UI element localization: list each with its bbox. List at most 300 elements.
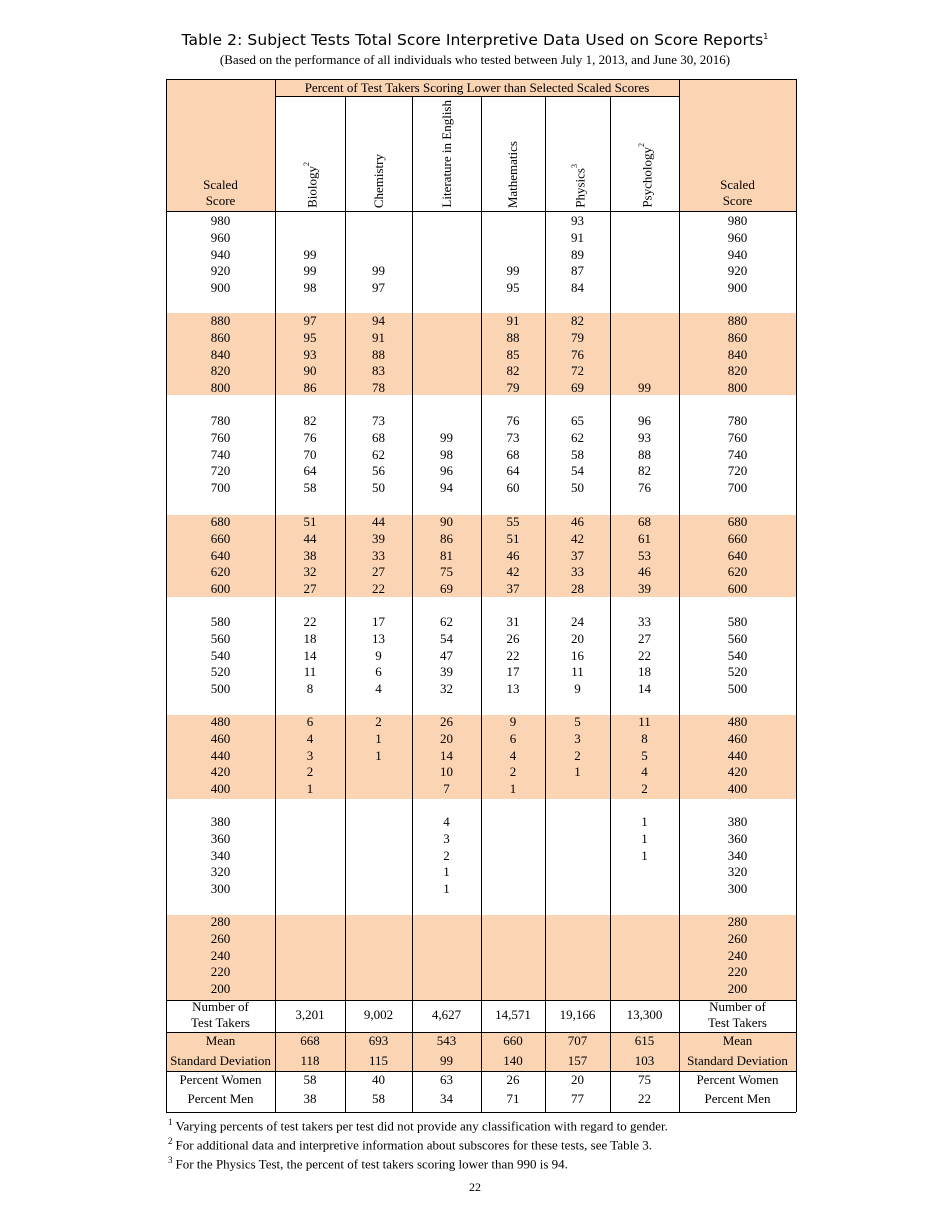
percentile-value: 98: [440, 446, 453, 462]
column-rule: [610, 96, 611, 1112]
percentile-value: 3: [306, 747, 314, 763]
percentile-value: 32: [440, 681, 453, 696]
percentile-value: 79: [571, 329, 584, 345]
percentile-value: 9: [509, 714, 517, 729]
percentile-value: 95: [303, 329, 317, 345]
scaled-score-header-left: Scaled: [203, 177, 238, 192]
scaled-score: 280: [210, 914, 231, 929]
percentile-value: 69: [571, 380, 584, 395]
subject-header-literature-in-english: Literature in English: [438, 100, 454, 208]
percentile-value: 4: [375, 681, 382, 696]
percentile-value: 79: [506, 380, 520, 395]
scaled-score: 200: [727, 981, 748, 996]
sd-value: 157: [567, 1053, 588, 1068]
footnote: $^3$ For the Physics Test, the percent of test takers scoring lower than 990 is 94.: [168, 1155, 568, 1172]
scaled-score: 880: [210, 313, 231, 328]
test-takers-label: Test Takers: [191, 1015, 250, 1030]
percentile-value: 37: [506, 581, 520, 596]
percentile-value: 38: [303, 547, 317, 563]
scaled-score: 340: [727, 847, 748, 863]
scaled-score: 360: [727, 830, 748, 846]
percentile-value: 8: [641, 730, 648, 746]
percentile-value: 1: [641, 847, 648, 863]
gender-label: Percent Women: [179, 1072, 262, 1087]
scaled-score: 400: [727, 781, 748, 796]
scaled-score: 780: [210, 413, 231, 428]
percentile-value: 99: [303, 246, 317, 262]
percentile-value: 85: [506, 346, 520, 362]
subject-header-chemistry: Chemistry: [370, 153, 386, 208]
mean-sd-label: Mean: [722, 1033, 753, 1048]
subject-header-physics: Physics$^3$: [569, 164, 587, 208]
percentile-value: 62: [440, 614, 453, 629]
scaled-score: 840: [727, 346, 748, 362]
percentile-value: 55: [506, 514, 520, 529]
percentile-value: 22: [638, 647, 651, 663]
percent-men-value: 38: [303, 1091, 317, 1106]
percentile-value: 89: [571, 246, 584, 262]
percentile-value: 93: [571, 213, 584, 228]
percentile-value: 62: [372, 446, 385, 462]
percentile-value: 44: [303, 530, 317, 546]
percentile-value: 20: [571, 630, 584, 646]
percentile-value: 2: [443, 847, 450, 863]
percentile-value: 93: [638, 429, 651, 445]
percentile-value: 51: [506, 530, 520, 546]
percentile-value: 20: [440, 730, 453, 746]
mean-sd-label: Standard Deviation: [687, 1053, 788, 1068]
scaled-score-header-right: Scaled: [720, 177, 755, 192]
mean-sd-label: Mean: [205, 1033, 236, 1048]
percent-women-value: 20: [571, 1072, 584, 1087]
scaled-score: 320: [727, 864, 748, 880]
gender-label: Percent Men: [704, 1091, 771, 1106]
subject-header-biology: Biology$^2$: [302, 162, 320, 208]
scaled-score: 900: [727, 280, 748, 295]
page-number: 22: [469, 1180, 481, 1194]
scaled-score: 560: [727, 630, 748, 646]
percentile-value: 69: [440, 581, 453, 596]
percentile-value: 54: [440, 630, 453, 646]
percentile-value: 82: [571, 313, 584, 328]
scaled-score-header-left: Score: [205, 193, 236, 208]
percentile-value: 86: [440, 530, 453, 546]
scaled-score: 920: [727, 263, 748, 279]
percentile-value: 27: [303, 581, 317, 596]
percentile-value: 11: [571, 664, 584, 680]
percentile-value: 75: [440, 564, 453, 580]
scaled-score: 720: [727, 463, 748, 479]
scaled-score: 760: [210, 429, 231, 445]
scaled-score: 400: [210, 781, 231, 796]
percentile-value: 97: [372, 280, 385, 295]
footnote: $^1$ Varying percents of test takers per test did not provide any classification with regard to gender.: [168, 1117, 668, 1134]
percent-men-value: 58: [372, 1091, 385, 1106]
percentile-value: 2: [306, 764, 314, 780]
percentile-value: 6: [509, 730, 517, 746]
percentile-value: 70: [303, 446, 317, 462]
percentile-value: 2: [375, 714, 382, 729]
percentile-value: 33: [638, 614, 651, 629]
test-takers-label: Test Takers: [708, 1015, 767, 1030]
test-takers-value: 3,201: [295, 1007, 325, 1022]
scaled-score: 440: [210, 747, 231, 763]
percentile-value: 58: [571, 446, 584, 462]
percent-women-value: 63: [440, 1072, 453, 1087]
percentile-value: 2: [641, 781, 648, 796]
percentile-value: 46: [571, 514, 584, 529]
scaled-score: 640: [210, 547, 231, 563]
test-takers-value: 14,571: [495, 1007, 531, 1022]
percentile-value: 88: [638, 446, 651, 462]
scaled-score: 720: [210, 463, 231, 479]
percentile-value: 4: [641, 764, 648, 780]
percentile-value: 76: [638, 480, 651, 495]
scaled-score: 860: [727, 329, 748, 345]
scaled-score: 260: [727, 930, 748, 946]
span-header: Percent of Test Takers Scoring Lower than Selected Scaled Scores: [304, 80, 650, 95]
percentile-value: 95: [506, 280, 520, 295]
percentile-value: 68: [638, 514, 651, 529]
percentile-value: 76: [571, 346, 584, 362]
scaled-score: 220: [210, 964, 231, 980]
percentile-value: 1: [443, 864, 450, 880]
scaled-score: 240: [210, 947, 231, 963]
percentile-value: 42: [506, 564, 520, 580]
scaled-score: 500: [727, 681, 748, 696]
percentile-value: 96: [638, 413, 651, 428]
sd-value: 103: [634, 1053, 655, 1068]
scaled-score: 600: [727, 581, 748, 596]
scaled-score: 480: [727, 714, 748, 729]
percentile-value: 99: [303, 263, 317, 279]
mean-value: 668: [300, 1033, 320, 1048]
percentile-value: 5: [641, 747, 648, 763]
percentile-value: 94: [440, 480, 453, 495]
column-rule: [412, 96, 413, 1112]
percentile-value: 76: [303, 429, 317, 445]
scaled-score: 940: [210, 246, 231, 262]
scaled-score: 780: [727, 413, 748, 428]
scaled-score: 680: [210, 514, 231, 529]
percentile-value: 64: [303, 463, 317, 479]
percentile-value: 81: [440, 547, 453, 563]
percentile-value: 1: [509, 781, 517, 796]
percentile-value: 11: [638, 714, 651, 729]
percent-women-value: 40: [372, 1072, 385, 1087]
gender-label: Percent Men: [187, 1091, 254, 1106]
percentile-value: 58: [303, 480, 317, 495]
rule-span-header: [275, 96, 679, 97]
percentile-value: 50: [571, 480, 584, 495]
scaled-score: 260: [210, 930, 231, 946]
test-takers-value: 19,166: [559, 1007, 596, 1022]
percentile-value: 6: [375, 664, 382, 680]
scaled-score-header-right: Score: [722, 193, 753, 208]
scaled-score: 200: [210, 981, 231, 996]
test-takers-label: Number of: [192, 999, 249, 1014]
percentile-value: 8: [306, 681, 314, 696]
percentile-value: 5: [574, 714, 581, 729]
percentile-value: 62: [571, 429, 584, 445]
percentile-value: 73: [372, 413, 385, 428]
percentile-value: 9: [375, 647, 382, 663]
test-takers-label: Number of: [709, 999, 766, 1014]
percentile-value: 28: [571, 581, 584, 596]
percentile-value: 44: [372, 514, 385, 529]
percentile-value: 78: [372, 380, 385, 395]
percent-women-value: 26: [506, 1072, 520, 1087]
percentile-value: 94: [372, 313, 385, 328]
score-table: [166, 79, 796, 1112]
scaled-score: 800: [210, 380, 231, 395]
percentile-value: 1: [375, 747, 382, 763]
scaled-score: 980: [210, 213, 231, 228]
mean-sd-label: Standard Deviation: [170, 1053, 271, 1068]
scaled-score: 420: [210, 764, 231, 780]
footnote: $^2$ For additional data and interpretive information about subscores for these tests, see Table 3.: [168, 1136, 652, 1153]
scaled-score: 380: [210, 814, 231, 829]
percentile-value: 51: [303, 514, 317, 529]
percentile-value: 39: [440, 664, 453, 680]
scaled-score: 660: [210, 530, 231, 546]
scaled-score: 740: [210, 446, 231, 462]
percentile-value: 1: [641, 814, 648, 829]
percentile-value: 73: [506, 429, 520, 445]
percentile-value: 22: [303, 614, 317, 629]
gender-label: Percent Women: [696, 1072, 779, 1087]
percentile-value: 1: [306, 781, 314, 796]
scaled-score: 700: [727, 480, 748, 495]
scaled-score: 580: [210, 614, 231, 629]
scaled-score: 900: [210, 280, 231, 295]
percentile-value: 65: [571, 413, 584, 428]
test-takers-value: 9,002: [363, 1007, 394, 1022]
percentile-value: 32: [303, 564, 317, 580]
scaled-score: 880: [727, 313, 748, 328]
percentile-value: 97: [303, 313, 317, 328]
scaled-score: 600: [210, 581, 231, 596]
percentile-value: 9: [574, 681, 581, 696]
percentile-value: 82: [638, 463, 651, 479]
scaled-score: 420: [727, 764, 748, 780]
percentile-value: 3: [443, 830, 450, 846]
percentile-value: 16: [571, 647, 584, 663]
percentile-value: 17: [372, 614, 385, 629]
scaled-score: 960: [210, 229, 231, 245]
scaled-score: 220: [727, 964, 748, 980]
percentile-value: 88: [372, 346, 385, 362]
percentile-value: 99: [372, 263, 385, 279]
percentile-value: 90: [303, 363, 317, 379]
mean-value: 615: [634, 1033, 655, 1048]
scaled-score: 620: [727, 564, 748, 580]
percentile-value: 64: [506, 463, 520, 479]
scaled-score: 280: [727, 914, 748, 929]
percentile-value: 82: [303, 413, 317, 428]
percentile-value: 13: [372, 630, 385, 646]
scaled-score: 380: [727, 814, 748, 829]
percentile-value: 60: [506, 480, 520, 495]
percentile-value: 11: [303, 664, 317, 680]
percentile-value: 22: [372, 581, 385, 596]
scaled-score: 660: [727, 530, 748, 546]
percentile-value: 13: [506, 681, 520, 696]
sd-value: 115: [368, 1053, 389, 1068]
scaled-score: 680: [727, 514, 748, 529]
sd-value: 140: [503, 1053, 523, 1068]
percentile-value: 2: [509, 764, 517, 780]
scaled-score: 820: [210, 363, 231, 379]
scaled-score: 740: [727, 446, 748, 462]
mean-value: 707: [567, 1033, 588, 1048]
percent-men-value: 34: [440, 1091, 453, 1106]
percentile-value: 46: [506, 547, 520, 563]
percentile-value: 47: [440, 647, 453, 663]
test-takers-value: 4,627: [431, 1007, 462, 1022]
percentile-value: 37: [571, 547, 584, 563]
percentile-value: 39: [372, 530, 385, 546]
scaled-score: 440: [727, 747, 748, 763]
percentile-value: 26: [506, 630, 520, 646]
percentile-value: 31: [506, 614, 520, 629]
column-rule: [481, 96, 482, 1112]
percentile-value: 88: [506, 329, 520, 345]
percentile-value: 18: [303, 630, 317, 646]
footnotes: [168, 1113, 668, 1170]
scaled-score: 480: [210, 714, 231, 729]
scaled-score: 340: [210, 847, 231, 863]
percent-women-value: 58: [303, 1072, 317, 1087]
percentile-value: 61: [638, 530, 651, 546]
scaled-score: 920: [210, 263, 231, 279]
percentile-value: 24: [571, 614, 584, 629]
scaled-score: 300: [210, 881, 231, 896]
percentile-value: 84: [571, 280, 584, 295]
percentile-value: 26: [440, 714, 453, 729]
percent-men-value: 22: [638, 1091, 651, 1106]
percentile-value: 91: [571, 229, 584, 245]
scaled-score: 620: [210, 564, 231, 580]
scaled-score: 580: [727, 614, 748, 629]
percentile-value: 90: [440, 514, 453, 529]
scaled-score: 520: [727, 664, 748, 680]
scaled-score: 320: [210, 864, 231, 880]
mean-value: 660: [503, 1033, 523, 1048]
percentile-value: 27: [372, 564, 385, 580]
subject-header-bg: [275, 96, 679, 211]
scaled-score: 840: [210, 346, 231, 362]
percentile-value: 14: [638, 681, 651, 696]
percentile-value: 96: [440, 463, 453, 479]
percentile-value: 72: [571, 363, 584, 379]
scaled-score: 300: [727, 881, 748, 896]
percentile-value: 68: [506, 446, 520, 462]
percent-men-value: 71: [506, 1091, 520, 1106]
scaled-score: 760: [727, 429, 748, 445]
scaled-score: 560: [210, 630, 231, 646]
table-subtitle: (Based on the performance of all individuals who tested between July 1, 2013, and June 30, 2016): [219, 52, 731, 67]
percentile-value: 4: [443, 814, 450, 829]
percentile-value: 1: [574, 764, 581, 780]
percentile-value: 17: [506, 664, 520, 680]
percentile-value: 50: [372, 480, 385, 495]
percentile-value: 99: [440, 429, 453, 445]
subject-header-mathematics: Mathematics: [505, 140, 520, 208]
subject-header-psychology: Psychology$^2$: [636, 143, 654, 208]
sd-value: 99: [440, 1053, 453, 1068]
percentile-value: 1: [375, 730, 382, 746]
percentile-value: 99: [506, 263, 520, 279]
scaled-score: 980: [727, 213, 748, 228]
percentile-value: 33: [571, 564, 584, 580]
sd-value: 118: [300, 1053, 320, 1068]
percentile-value: 14: [303, 647, 317, 663]
scaled-score: 860: [210, 329, 231, 345]
percentile-value: 10: [440, 764, 453, 780]
scaled-score: 240: [727, 947, 748, 963]
percentile-value: 7: [443, 781, 450, 796]
scaled-score: 960: [727, 229, 748, 245]
percentile-value: 18: [638, 664, 651, 680]
percentile-value: 91: [372, 329, 385, 345]
percentile-value: 98: [303, 280, 317, 295]
percentile-value: 56: [372, 463, 385, 479]
scaled-score: 500: [210, 681, 231, 696]
percentile-value: 86: [303, 380, 317, 395]
percentile-value: 4: [306, 730, 314, 746]
percentile-value: 4: [509, 747, 517, 763]
percentile-value: 6: [306, 714, 314, 729]
percentile-value: 68: [372, 429, 385, 445]
mean-value: 693: [368, 1033, 389, 1048]
scaled-score: 800: [727, 380, 748, 395]
test-takers-value: 13,300: [626, 1007, 663, 1022]
percentile-value: 46: [638, 564, 651, 580]
percentile-value: 1: [443, 881, 450, 896]
scaled-score: 640: [727, 547, 748, 563]
scaled-score: 700: [210, 480, 231, 495]
percentile-value: 42: [571, 530, 584, 546]
scaled-score: 540: [727, 647, 748, 663]
scaled-score: 540: [210, 647, 231, 663]
percentile-value: 2: [574, 747, 581, 763]
table-title: Table 2: Subject Tests Total Score Interpretive Data Used on Score Reports$^1$: [181, 31, 769, 49]
percentile-value: 22: [506, 647, 520, 663]
percentile-value: 39: [638, 581, 651, 596]
percentile-value: 33: [372, 547, 385, 563]
scaled-score: 820: [727, 363, 748, 379]
percent-women-value: 75: [638, 1072, 651, 1087]
mean-value: 543: [436, 1033, 457, 1048]
percentile-value: 93: [303, 346, 317, 362]
column-rule: [796, 79, 797, 1112]
percentile-value: 3: [574, 730, 581, 746]
percentile-value: 76: [506, 413, 520, 428]
percentile-value: 99: [638, 380, 651, 395]
scaled-score: 460: [210, 730, 231, 746]
percentile-value: 53: [638, 547, 651, 563]
percent-men-value: 77: [571, 1091, 584, 1106]
scaled-score: 520: [210, 664, 231, 680]
column-rule: [345, 96, 346, 1112]
percentile-value: 87: [571, 263, 584, 279]
scaled-score: 940: [727, 246, 748, 262]
percentile-value: 27: [638, 630, 651, 646]
percentile-value: 1: [641, 830, 648, 846]
percentile-value: 82: [506, 363, 520, 379]
scaled-score: 360: [210, 830, 231, 846]
